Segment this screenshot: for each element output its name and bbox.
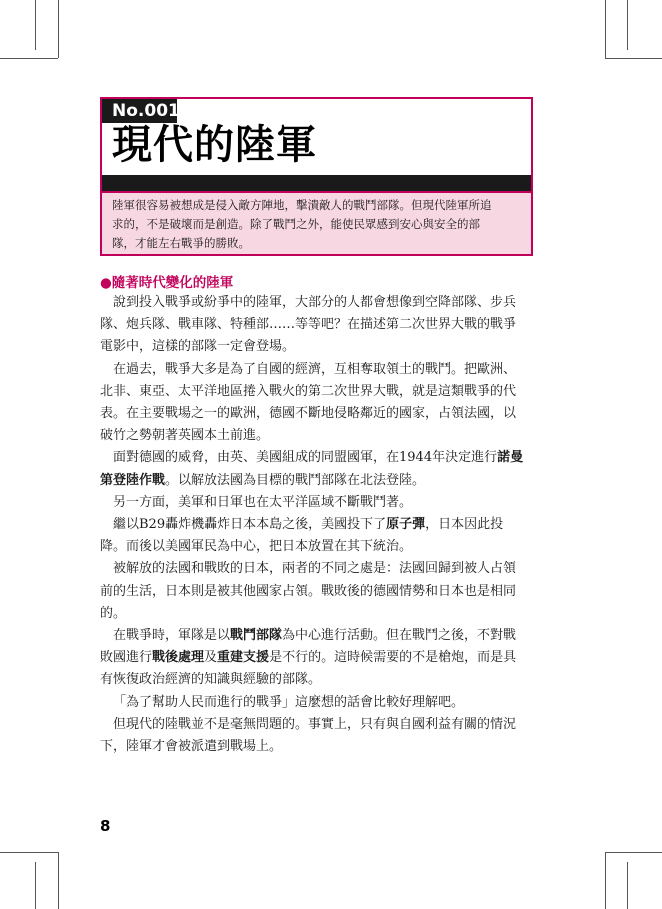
body-line (100, 647, 533, 669)
keyword: 戰後處理 (152, 650, 205, 666)
body-line: 前的生活，日本則是被其他國家占領。戰敗後的德國情勢和日本也是相同 (100, 583, 517, 599)
chapter-number: No.001 (102, 99, 177, 123)
body-line: 下，陸軍才會被派遣到戰場上。 (100, 739, 283, 755)
body-line: 在過去，戰爭大多是為了自國的經濟，互相奪取領土的戰鬥。把歐洲、 (113, 361, 517, 377)
crop-mark (0, 852, 58, 853)
body-line: 「為了幫助人民而進行的戰爭」這麼想的話會比較好理解吧。 (113, 694, 465, 710)
summary-line: 陸軍很容易被想成是侵入敵方陣地，擊潰敵人的戰鬥部隊。但現代陸軍所追 (112, 198, 492, 212)
summary-line: 隊，才能左右戰爭的勝敗。 (112, 236, 250, 250)
body-text (100, 292, 533, 758)
page-title: 現代的陸軍 (112, 122, 317, 168)
crop-mark (605, 852, 662, 853)
body-line: 另一方面，美軍和日軍也在太平洋區域不斷戰鬥著。 (113, 494, 413, 510)
body-text-run: 繼以B29轟炸機轟炸日本本島之後，美國投下了 (113, 517, 387, 533)
body-line: 的。 (100, 605, 127, 621)
summary-box (100, 193, 533, 256)
body-line: 表。在主要戰場之一的歐洲，德國不斷地侵略鄰近的國家，占領法國，以 (100, 406, 517, 422)
body-line: 但現代的陸戰並不是毫無問題的。事實上，只有與自國利益有關的情況 (113, 716, 517, 732)
body-line (100, 470, 533, 492)
body-line: 隊、炮兵隊、戰車隊、特種部……等等吧？在描述第二次世界大戰的戰爭 (100, 317, 517, 333)
chapter-header (100, 97, 533, 193)
crop-mark (627, 862, 628, 909)
section-heading: ●隨著時代變化的陸軍 (100, 275, 234, 291)
body-line (100, 447, 533, 469)
body-line: 破竹之勢朝著英國本土前進。 (100, 428, 270, 444)
crop-mark (605, 852, 606, 909)
body-line (100, 625, 533, 647)
keyword: 重建支援 (217, 650, 270, 666)
keyword: 諾曼 (497, 450, 524, 466)
summary-line: 求的，不是破壞而是創造。除了戰鬥之外，能使民眾感到安心與安全的部 (112, 217, 480, 231)
title-underbar (102, 175, 531, 191)
body-line: 北非、東亞、太平洋地區捲入戰火的第二次世界大戰，就是這類戰爭的代 (100, 383, 517, 399)
body-line: 說到投入戰爭或紛爭中的陸軍，大部分的人都會想像到空降部隊、步兵 (113, 295, 517, 310)
keyword: 原子彈 (386, 517, 426, 533)
body-line: 被解放的法國和戰敗的日本，兩者的不同之處是：法國回歸到被人占領 (113, 561, 517, 577)
crop-mark (605, 58, 662, 59)
keyword: 戰鬥部隊 (230, 628, 283, 644)
crop-mark (605, 0, 606, 58)
crop-mark (58, 0, 59, 58)
body-text-run: 是不行的。這時候需要的不是槍炮，而是具 (269, 650, 517, 666)
crop-mark (35, 0, 36, 50)
body-text-run: 敗國進行 (100, 650, 153, 666)
body-line: 有恢復政治經濟的知識與經驗的部隊。 (100, 672, 322, 688)
crop-mark (627, 0, 628, 50)
body-text-run: 面對德國的威脅，由英、美國組成的同盟國軍，在1944年決定進行 (113, 450, 498, 466)
body-line (100, 514, 533, 536)
crop-mark (35, 862, 36, 909)
crop-mark (58, 852, 59, 909)
keyword: 第登陸作戰 (100, 472, 166, 488)
body-text-run: 及 (204, 650, 218, 666)
body-line: 降。而後以美國軍民為中心，把日本放置在其下統治。 (100, 539, 413, 555)
body-text-run: 為中心進行活動。但在戰鬥之後，不對戰 (282, 628, 517, 644)
body-line: 電影中，這樣的部隊一定會登場。 (100, 339, 296, 355)
body-text-run: ，日本因此投 (425, 517, 504, 533)
crop-mark (0, 58, 58, 59)
body-text-run: 。以解放法國為目標的戰鬥部隊在北法登陸。 (165, 472, 426, 488)
body-text-run: 在戰爭時，軍隊是以 (113, 628, 231, 644)
page-number: 8 (100, 817, 111, 835)
